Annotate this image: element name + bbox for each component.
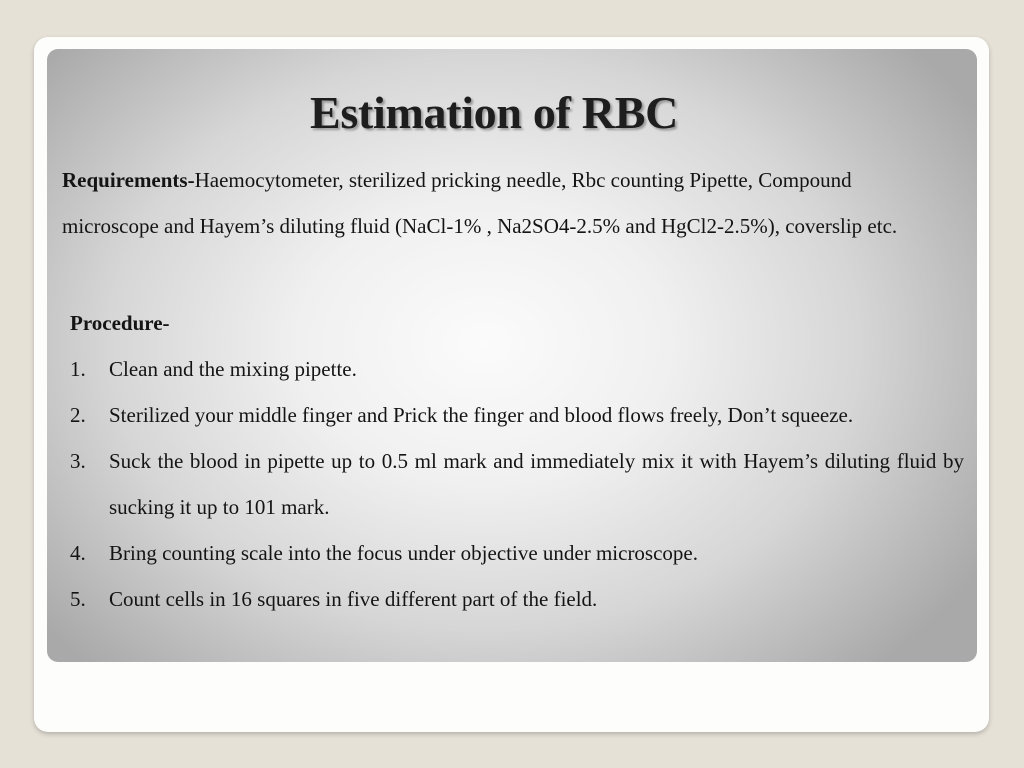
procedure-heading: Procedure- bbox=[70, 311, 170, 335]
step-number: 4. bbox=[70, 541, 86, 565]
slide-title: Estimation of RBC bbox=[309, 87, 679, 138]
step-number: 5. bbox=[70, 587, 86, 611]
slide-content-panel bbox=[47, 49, 977, 662]
procedure-step bbox=[70, 438, 964, 530]
step-number: 1. bbox=[70, 357, 86, 381]
step-text: Clean and the mixing pipette. bbox=[109, 357, 357, 381]
procedure-step bbox=[70, 530, 964, 576]
requirements-paragraph bbox=[62, 157, 942, 249]
step-number: 2. bbox=[70, 403, 86, 427]
procedure-step bbox=[70, 346, 964, 392]
step-text: Bring counting scale into the focus under objective under microscope. bbox=[109, 541, 698, 565]
step-text: Sterilized your middle finger and Prick the finger and blood flows freely, Don’t squeeze. bbox=[109, 403, 854, 427]
requirements-label: Requirements- bbox=[62, 168, 195, 192]
step-text: Count cells in 16 squares in five different part of the field. bbox=[109, 587, 598, 611]
procedure-step bbox=[70, 576, 964, 622]
step-text: Suck the blood in pipette up to 0.5 ml mark and immediately mix it with Hayem’s diluting fluid by sucking it up to 101 mark. bbox=[109, 449, 964, 519]
procedure-step bbox=[70, 392, 964, 438]
procedure-steps-list bbox=[70, 346, 964, 622]
step-number: 3. bbox=[70, 449, 86, 473]
requirements-text: Haemocytometer, sterilized pricking needle, Rbc counting Pipette, Compound microscope and Hayem’s diluting fluid (NaCl-1% , Na2SO4-2.5% and HgCl2-2.5%), coverslip etc. bbox=[62, 168, 898, 238]
